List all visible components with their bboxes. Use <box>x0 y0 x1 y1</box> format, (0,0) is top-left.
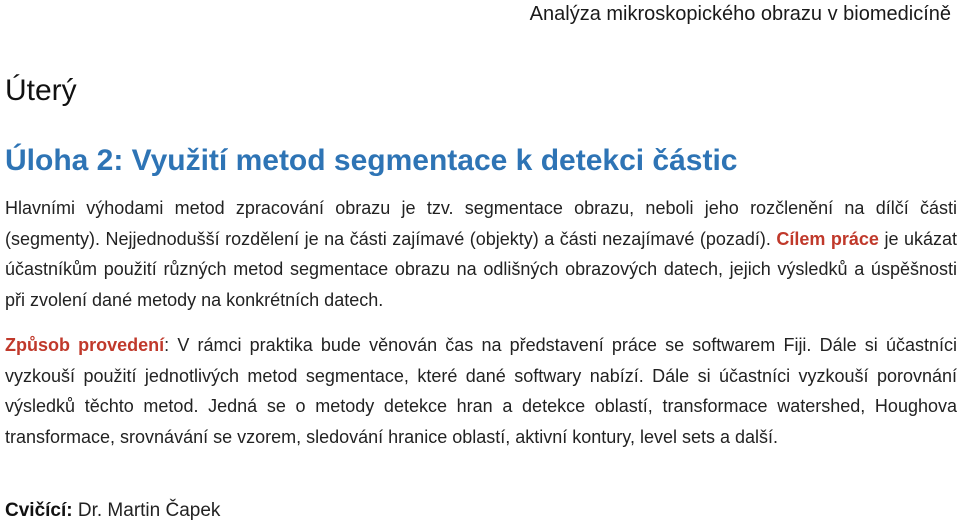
goal-text: je ukázat účastníkům použití různých metod segmentace obrazu na odlišných obrazových datech, jejich výsledků a úspěšnosti při zvolení dané metody na konkrétních datech. <box>5 228 958 310</box>
method-paragraph <box>5 330 957 452</box>
instructor-name: Dr. Martin Čapek <box>72 500 221 521</box>
instructor-label: Cvičící: <box>5 500 73 521</box>
task-intro-paragraph <box>5 193 957 315</box>
course-header: Analýza mikroskopického obrazu v biomedicíně <box>529 3 951 25</box>
method-label: Způsob provedení <box>5 335 165 355</box>
day-heading: Úterý <box>5 74 77 107</box>
goal-label: Cílem práce <box>776 228 879 249</box>
instructor-line <box>5 500 220 522</box>
intro-text: Hlavními výhodami metod zpracování obrazu je tzv. segmentace obrazu, neboli jeho rozčlenění na dílčí části (segmenty). Nejjednodušší rozdělení je na části zajímavé (objekty) a části nezajímavé (pozadí). <box>5 198 957 249</box>
method-text: : V rámci praktika bude věnován čas na představení práce se softwarem Fiji. Dále si účastníci vyzkouší použití jednotlivých metod segmentace, které dané softwary nabízí. Dále si účastníci vyzkouší porovnání výsledků těchto metod. Jedná se o metody detekce hran a detekce oblastí, transformace watershed, Houghova transformace, srovnávání se vzorem, sledování hranice oblastí, aktivní kontury, level sets a další. <box>5 335 957 447</box>
task-title: Úloha 2: Využití metod segmentace k detekci částic <box>5 144 738 177</box>
